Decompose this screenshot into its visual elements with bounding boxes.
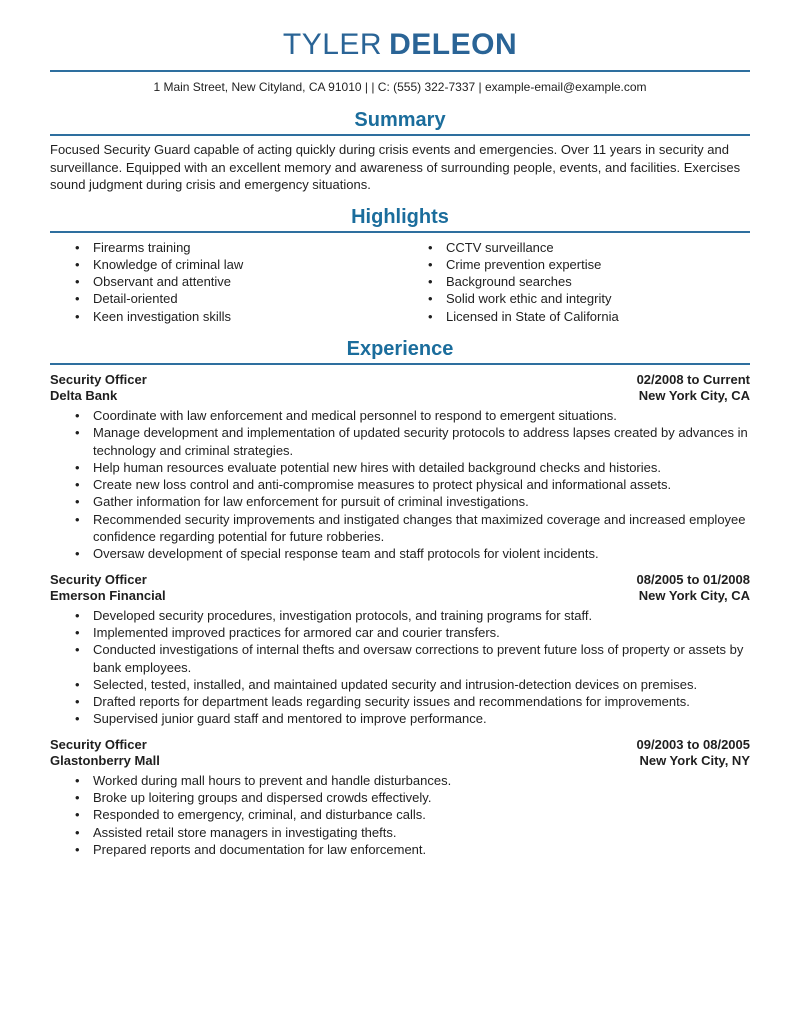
list-item — [50, 710, 750, 727]
job-dates: 09/2003 to 08/2005 — [636, 736, 750, 752]
highlights-rule — [50, 231, 750, 233]
list-item-text: Recommended security improvements and instigated changes that maximized coverage and increased employee confidence regarding potential for future robberies. — [93, 511, 746, 545]
bullet-icon: • — [75, 772, 80, 788]
list-item-text: Prepared reports and documentation for law enforcement. — [93, 841, 427, 857]
list-item — [50, 841, 750, 858]
bullet-icon: • — [75, 676, 80, 692]
list-item — [50, 424, 750, 459]
bullet-icon: • — [75, 511, 80, 527]
list-item-text: Responded to emergency, criminal, and disturbance calls. — [93, 807, 426, 823]
candidate-last-name: DELEON — [389, 28, 518, 61]
bullet-icon: • — [75, 459, 80, 475]
list-item — [50, 511, 750, 546]
list-item-text: Create new loss control and anti-compromise measures to protect physical and informational assets. — [93, 477, 672, 493]
candidate-name — [50, 28, 750, 62]
candidate-first-name: TYLER — [282, 28, 383, 61]
list-item-text: Detail-oriented — [93, 291, 178, 307]
list-item-text: Manage development and implementation of updated security protocols to address lapses created by advances in technology and criminal strategies. — [93, 425, 748, 458]
list-item-text: Assisted retail store managers in investigating thefts. — [93, 824, 397, 840]
bullet-icon: • — [428, 256, 433, 272]
list-item-text: Observant and attentive — [93, 274, 232, 290]
list-item — [400, 308, 750, 325]
bullet-icon: • — [428, 239, 433, 255]
list-item-text: Selected, tested, installed, and maintained updated security and intrusion-detection devices on premises. — [93, 676, 698, 692]
job-location: New York City, NY — [639, 753, 750, 769]
bullet-icon: • — [75, 308, 80, 324]
list-item — [50, 693, 750, 710]
bullet-icon: • — [75, 824, 80, 840]
list-item-text: Firearms training — [93, 239, 191, 255]
bullet-icon: • — [75, 807, 80, 823]
list-item — [50, 624, 750, 641]
list-item — [50, 239, 400, 256]
job-title-row — [50, 737, 750, 754]
bullet-icon: • — [75, 256, 80, 272]
job-company-row — [50, 753, 750, 770]
bullet-icon: • — [75, 624, 80, 640]
header-rule — [50, 70, 750, 72]
bullet-icon: • — [428, 308, 433, 324]
list-item-text: Supervised junior guard staff and mentored to improve performance. — [93, 711, 487, 727]
list-item — [50, 290, 400, 307]
job-location: New York City, CA — [638, 388, 750, 404]
summary-title: Summary — [354, 109, 446, 131]
list-item — [50, 824, 750, 841]
bullet-icon: • — [428, 291, 433, 307]
list-item-text: Keen investigation skills — [93, 308, 232, 324]
summary-text: Focused Security Guard capable of acting quickly during crisis events and emergencies. Over 11 years in security and surveillance. Equipped with an excellent memory and awareness of surrounding people, events, and facilities. Exercises sound judgment during crisis and emergency situations. — [50, 142, 741, 192]
list-item — [50, 789, 750, 806]
bullet-icon: • — [75, 477, 80, 493]
list-item-text: Crime prevention expertise — [446, 256, 602, 272]
job-dates: 02/2008 to Current — [636, 371, 750, 387]
list-item — [50, 676, 750, 693]
list-item-text: Oversaw development of special response team and staff protocols for violent incidents. — [93, 546, 599, 562]
list-item — [50, 407, 750, 424]
job-company: Emerson Financial — [50, 588, 166, 604]
list-item-text: Worked during mall hours to prevent and handle disturbances. — [93, 772, 452, 788]
job-entry — [50, 572, 750, 728]
job-title: Security Officer — [50, 736, 147, 752]
list-item — [400, 256, 750, 273]
job-company: Glastonberry Mall — [50, 753, 160, 769]
bullet-icon: • — [75, 694, 80, 710]
list-item-text: Broke up loitering groups and dispersed crowds effectively. — [93, 790, 432, 806]
list-item — [400, 273, 750, 290]
highlights-columns — [50, 239, 750, 325]
job-entry — [50, 372, 750, 563]
list-item-text: Licensed in State of California — [446, 308, 619, 324]
job-bullets — [50, 607, 750, 728]
job-dates: 08/2005 to 01/2008 — [636, 571, 750, 587]
list-item — [50, 607, 750, 624]
job-company-row — [50, 588, 750, 605]
experience-title: Experience — [346, 337, 454, 360]
list-item — [50, 772, 750, 789]
list-item — [50, 476, 750, 493]
bullet-icon: • — [75, 407, 80, 423]
summary-rule — [50, 134, 750, 136]
job-title: Security Officer — [50, 571, 147, 587]
list-item-text: Solid work ethic and integrity — [446, 291, 612, 307]
list-item-text: Background searches — [446, 274, 572, 290]
job-company: Delta Bank — [50, 388, 118, 404]
list-item-text: Conducted investigations of internal thefts and oversaw corrections to prevent future loss of property or assets by bank employees. — [93, 642, 744, 675]
job-title: Security Officer — [50, 371, 147, 387]
section-summary — [50, 108, 750, 194]
bullet-icon: • — [75, 642, 80, 658]
list-item-text: Knowledge of criminal law — [93, 256, 244, 272]
highlights-title: Highlights — [351, 205, 449, 228]
bullet-icon: • — [75, 711, 80, 727]
job-bullets — [50, 772, 750, 858]
list-item — [400, 239, 750, 256]
contact-line: 1 Main Street, New Cityland, CA 91010 | | C: (555) 322-7337 | example-email@example.com — [153, 80, 647, 94]
list-item — [50, 641, 750, 676]
list-item — [50, 806, 750, 823]
highlights-column-left — [50, 239, 400, 325]
list-item — [50, 273, 400, 290]
job-title-row — [50, 372, 750, 389]
bullet-icon: • — [75, 291, 80, 307]
bullet-icon: • — [75, 841, 80, 857]
bullet-icon: • — [75, 790, 80, 806]
job-entry — [50, 737, 750, 858]
bullet-icon: • — [75, 425, 80, 441]
list-item-text: CCTV surveillance — [446, 239, 554, 255]
list-item-text: Help human resources evaluate potential new hires with detailed background checks and histories. — [93, 459, 661, 475]
list-item — [50, 545, 750, 562]
job-location: New York City, CA — [638, 588, 750, 604]
bullet-icon: • — [428, 274, 433, 290]
list-item-text: Implemented improved practices for armored car and courier transfers. — [93, 624, 500, 640]
bullet-icon: • — [75, 274, 80, 290]
section-experience — [50, 337, 750, 858]
bullet-icon: • — [75, 607, 80, 623]
list-item — [400, 290, 750, 307]
job-company-row — [50, 388, 750, 405]
list-item — [50, 493, 750, 510]
list-item-text: Developed security procedures, investigation protocols, and training programs for staff. — [93, 607, 593, 623]
list-item-text: Drafted reports for department leads regarding security issues and recommendations for improvements. — [93, 694, 690, 710]
job-title-row — [50, 572, 750, 589]
bullet-icon: • — [75, 494, 80, 510]
list-item — [50, 459, 750, 476]
list-item-text: Coordinate with law enforcement and medical personnel to respond to emergent situations. — [93, 407, 617, 423]
bullet-icon: • — [75, 546, 80, 562]
experience-rule — [50, 363, 750, 365]
bullet-icon: • — [75, 239, 80, 255]
list-item-text: Gather information for law enforcement for pursuit of criminal investigations. — [93, 494, 529, 510]
list-item — [50, 308, 400, 325]
job-bullets — [50, 407, 750, 563]
section-highlights — [50, 205, 750, 325]
list-item — [50, 256, 400, 273]
highlights-column-right — [400, 239, 750, 325]
